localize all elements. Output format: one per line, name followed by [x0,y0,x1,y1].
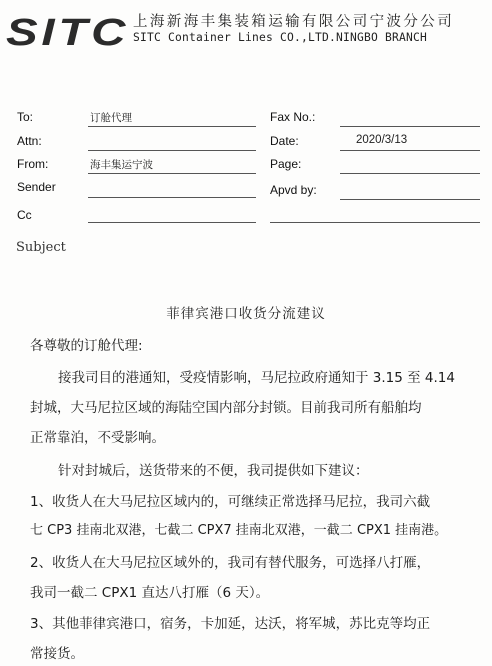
cc-label: Cc [17,208,32,222]
paragraph-1-line-2: 封城，大马尼拉区域的海陆空国内部分封锁。目前我司所有船舶均 [30,400,422,416]
item-3-line-2: 常接货。 [30,646,84,662]
page-line [340,173,480,174]
sender-label: Sender [17,180,56,194]
subject-label: Subject [16,240,66,255]
item-2-line-1: 2、收货人在大马尼拉区域外的，我司有替代服务，可选择八打雁， [30,555,431,571]
apvd-label: Apvd by: [270,183,317,197]
fax-label: Fax No.: [270,110,316,124]
attn-label: Attn: [17,134,42,148]
cc-line [88,222,256,223]
page-label: Page: [270,157,302,171]
paragraph-2: 针对封城后，送货带来的不便，我司提供如下建议： [58,463,369,479]
sender-line [88,197,256,198]
extra-line [270,222,480,223]
from-label: From: [17,157,49,171]
from-line [88,173,256,174]
item-3-line-1: 3、其他菲律宾港口，宿务，卡加延，达沃，将军城，苏比克等均正 [30,616,431,632]
company-name-chinese: 上海新海丰集装箱运输有限公司宁波分公司 [133,14,455,30]
date-label: Date: [270,134,299,148]
paragraph-1-line-3: 正常靠泊，不受影响。 [30,430,165,446]
item-2-line-2: 我司一截二 CPX1 直达八打雁（6 天）。 [30,585,270,601]
to-label: To: [17,110,34,124]
paragraph-1-line-1: 接我司目的港通知，受疫情影响，马尼拉政府通知于 3.15 至 4.14 [58,370,455,386]
sitc-logo: SITC [6,12,130,54]
item-1-line-1: 1、收货人在大马尼拉区域内的，可继续正常选择马尼拉，我司六截 [30,494,431,510]
date-line [340,150,480,151]
date-value: 2020/3/13 [356,134,408,146]
company-name-english: SITC Container Lines CO.,LTD.NINGBO BRANCH [133,31,428,44]
document-title: 菲律宾港口收货分流建议 [166,306,326,322]
apvd-line [340,199,480,200]
fax-line [340,126,480,127]
to-value: 订舱代理 [90,112,132,124]
item-1-line-2: 七 CP3 挂南北双港，七截二 CPX7 挂南北双港，一截二 CPX1 挂南港。 [30,523,448,538]
to-line [88,126,256,127]
salutation: 各尊敬的订舱代理: [30,338,143,354]
from-value: 海丰集运宁波 [90,159,153,171]
attn-line [88,150,256,151]
